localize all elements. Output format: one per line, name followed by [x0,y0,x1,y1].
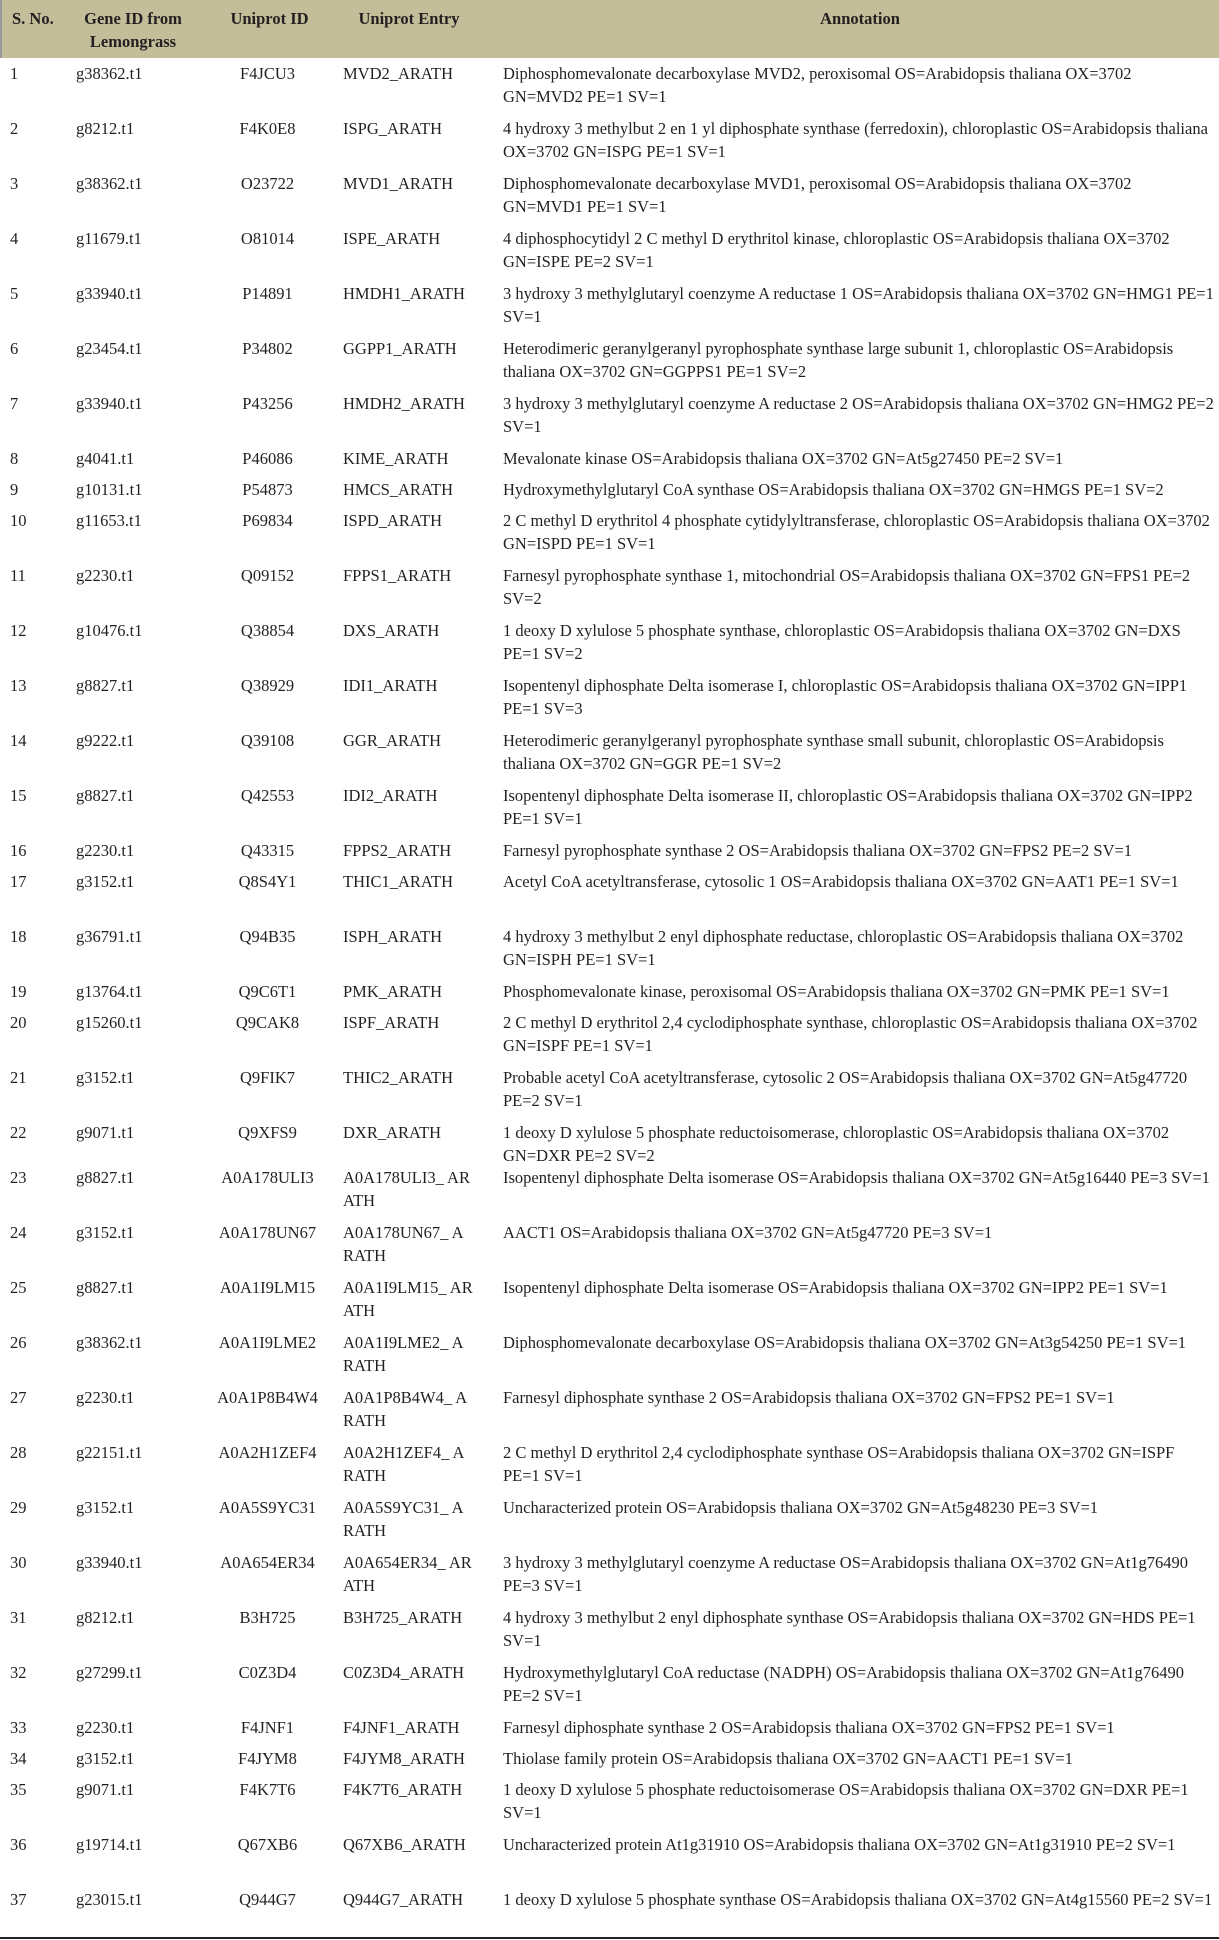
cell-gene-id: g3152.t1 [76,1068,135,1087]
table-row [0,1657,1219,1712]
cell-gene-id: g3152.t1 [76,1749,135,1768]
table-row [0,1492,1219,1547]
header-uniprot-entry: Uniprot Entry [358,9,460,28]
cell-uniprot-entry: A0A178UN67_ ARATH [343,1223,464,1265]
cell-annotation: 1 deoxy D xylulose 5 phosphate synthase OS=Arabidopsis thaliana OX=3702 GN=At4g15560 PE=2 SV=1 [503,1890,1213,1909]
cell-annotation: Mevalonate kinase OS=Arabidopsis thaliana OX=3702 GN=At5g27450 PE=2 SV=1 [503,449,1064,468]
cell-uniprot-entry: A0A178ULI3_ ARATH [343,1168,470,1210]
cell-sno: 17 [10,872,27,891]
cell-sno: 25 [10,1278,27,1297]
cell-uniprot-entry: HMDH1_ARATH [343,284,465,303]
table-row [0,333,1219,388]
cell-annotation: Isopentenyl diphosphate Delta isomerase OS=Arabidopsis thaliana OX=3702 GN=IPP2 PE=1 SV=1 [503,1278,1168,1297]
cell-uniprot-entry: FPPS2_ARATH [343,841,452,860]
cell-uniprot-entry: HMCS_ARATH [343,480,454,499]
cell-uniprot-id: Q39108 [240,731,295,750]
table-row [0,866,1219,921]
cell-uniprot-entry: ISPD_ARATH [343,511,443,530]
cell-annotation: 2 C methyl D erythritol 2,4 cyclodiphosphate synthase OS=Arabidopsis thaliana OX=3702 GN=ISPF PE=1 SV=1 [503,1443,1175,1485]
cell-gene-id: g9071.t1 [76,1780,135,1799]
table-row [0,474,1219,505]
table-bottom-rule [0,1937,1219,1939]
cell-sno: 22 [10,1123,27,1142]
cell-gene-id: g3152.t1 [76,872,135,891]
table-row [0,725,1219,780]
table-row [0,1743,1219,1774]
cell-uniprot-id: O23722 [240,174,295,193]
cell-uniprot-id: Q09152 [240,566,295,585]
table-row [0,168,1219,223]
cell-uniprot-id: A0A2H1ZEF4 [218,1443,317,1462]
header-sno: S. No. [12,9,54,28]
table-row [0,1007,1219,1062]
cell-gene-id: g2230.t1 [76,1718,135,1737]
cell-gene-id: g8827.t1 [76,786,135,805]
cell-uniprot-entry: A0A654ER34_ ARATH [343,1553,472,1595]
cell-annotation: Diphosphomevalonate decarboxylase OS=Arabidopsis thaliana OX=3702 GN=At3g54250 PE=1 SV=1 [503,1333,1187,1352]
cell-uniprot-entry: F4K7T6_ARATH [343,1780,463,1799]
cell-gene-id: g33940.t1 [76,1553,143,1572]
cell-sno: 7 [10,394,19,413]
cell-uniprot-id: A0A178UN67 [218,1223,317,1242]
cell-uniprot-id: A0A178ULI3 [221,1168,314,1187]
table-row [0,780,1219,835]
cell-sno: 5 [10,284,19,303]
cell-gene-id: g3152.t1 [76,1223,135,1242]
cell-uniprot-entry: MVD2_ARATH [343,64,454,83]
cell-sno: 21 [10,1068,27,1087]
cell-uniprot-id: F4JCU3 [239,64,296,83]
cell-uniprot-entry: Q944G7_ARATH [343,1890,464,1909]
cell-annotation: 1 deoxy D xylulose 5 phosphate synthase, chloroplastic OS=Arabidopsis thaliana OX=3702 GN=DXS PE=1 SV=2 [503,621,1181,663]
cell-uniprot-id: F4K7T6 [239,1780,296,1799]
cell-annotation: 4 hydroxy 3 methylbut 2 en 1 yl diphosphate synthase (ferredoxin), chloroplastic OS=Arabidopsis thaliana OX=3702 GN=ISPG PE=1 SV=1 [503,119,1208,161]
cell-gene-id: g10476.t1 [76,621,143,640]
cell-uniprot-id: Q43315 [240,841,295,860]
cell-gene-id: g23015.t1 [76,1890,143,1909]
table-row [0,505,1219,560]
cell-sno: 2 [10,119,19,138]
cell-gene-id: g11653.t1 [76,511,142,530]
cell-uniprot-id: Q944G7 [239,1890,296,1909]
cell-annotation: 4 hydroxy 3 methylbut 2 enyl diphosphate synthase OS=Arabidopsis thaliana OX=3702 GN=HDS PE=1 SV=1 [503,1608,1196,1650]
cell-sno: 23 [10,1168,27,1187]
cell-gene-id: g2230.t1 [76,566,135,585]
cell-annotation: Phosphomevalonate kinase, peroxisomal OS=Arabidopsis thaliana OX=3702 GN=PMK PE=1 SV=1 [503,982,1170,1001]
cell-gene-id: g38362.t1 [76,174,143,193]
cell-uniprot-entry: ISPE_ARATH [343,229,441,248]
cell-uniprot-id: Q38929 [240,676,295,695]
cell-uniprot-entry: DXS_ARATH [343,621,440,640]
cell-uniprot-id: P69834 [242,511,293,530]
cell-annotation: Diphosphomevalonate decarboxylase MVD1, peroxisomal OS=Arabidopsis thaliana OX=3702 GN=MVD1 PE=1 SV=1 [503,174,1132,216]
table-row [0,835,1219,866]
table-row [0,1162,1219,1217]
cell-uniprot-entry: FPPS1_ARATH [343,566,452,585]
table-row [0,921,1219,976]
cell-gene-id: g2230.t1 [76,1388,135,1407]
cell-gene-id: g11679.t1 [76,229,142,248]
cell-sno: 34 [10,1749,27,1768]
table-row [0,1272,1219,1327]
cell-annotation: 4 hydroxy 3 methylbut 2 enyl diphosphate reductase, chloroplastic OS=Arabidopsis thaliana OX=3702 GN=ISPH PE=1 SV=1 [503,927,1184,969]
cell-annotation: Diphosphomevalonate decarboxylase MVD2, peroxisomal OS=Arabidopsis thaliana OX=3702 GN=MVD2 PE=1 SV=1 [503,64,1132,106]
cell-sno: 11 [10,566,26,585]
cell-gene-id: g19714.t1 [76,1835,143,1854]
cell-uniprot-entry: C0Z3D4_ARATH [343,1663,465,1682]
table-row [0,58,1219,113]
cell-gene-id: g15260.t1 [76,1013,143,1032]
cell-annotation: 3 hydroxy 3 methylglutaryl coenzyme A reductase OS=Arabidopsis thaliana OX=3702 GN=At1g76490 PE=3 SV=1 [503,1553,1189,1595]
cell-gene-id: g8212.t1 [76,1608,135,1627]
cell-annotation: Uncharacterized protein At1g31910 OS=Arabidopsis thaliana OX=3702 GN=At1g31910 PE=2 SV=1 [503,1835,1176,1854]
cell-uniprot-id: Q8S4Y1 [238,872,297,891]
cell-sno: 33 [10,1718,27,1737]
cell-uniprot-id: A0A1I9LME2 [218,1333,317,1352]
cell-annotation: 3 hydroxy 3 methylglutaryl coenzyme A reductase 1 OS=Arabidopsis thaliana OX=3702 GN=HMG1 PE=1 SV=1 [503,284,1214,326]
cell-sno: 26 [10,1333,27,1352]
cell-sno: 29 [10,1498,27,1517]
cell-annotation: Isopentenyl diphosphate Delta isomerase OS=Arabidopsis thaliana OX=3702 GN=At5g16440 PE=3 SV=1 [503,1168,1210,1187]
cell-uniprot-entry: THIC1_ARATH [343,872,453,891]
cell-uniprot-entry: F4JNF1_ARATH [343,1718,460,1737]
header-gene-id: Gene ID from Lemongrass [84,9,182,51]
cell-uniprot-id: Q38854 [240,621,295,640]
cell-annotation: 1 deoxy D xylulose 5 phosphate reductoisomerase OS=Arabidopsis thaliana OX=3702 GN=DXR PE=1 SV=1 [503,1780,1189,1822]
cell-uniprot-entry: HMDH2_ARATH [343,394,465,413]
cell-gene-id: g13764.t1 [76,982,143,1001]
cell-gene-id: g8827.t1 [76,1278,135,1297]
cell-uniprot-entry: ISPH_ARATH [343,927,443,946]
cell-uniprot-entry: A0A1I9LME2_ ARATH [343,1333,464,1375]
cell-sno: 1 [10,64,19,83]
cell-uniprot-entry: IDI1_ARATH [343,676,438,695]
cell-sno: 12 [10,621,27,640]
cell-annotation: AACT1 OS=Arabidopsis thaliana OX=3702 GN=At5g47720 PE=3 SV=1 [503,1223,993,1242]
cell-annotation: Hydroxymethylglutaryl CoA reductase (NADPH) OS=Arabidopsis thaliana OX=3702 GN=At1g76490 PE=2 SV=1 [503,1663,1184,1705]
cell-uniprot-entry: A0A5S9YC31_ ARATH [343,1498,464,1540]
cell-uniprot-id: A0A654ER34 [220,1553,315,1572]
table-row [0,443,1219,474]
cell-gene-id: g8827.t1 [76,1168,135,1187]
cell-annotation: Acetyl CoA acetyltransferase, cytosolic 1 OS=Arabidopsis thaliana OX=3702 GN=AAT1 PE=1 SV=1 [503,872,1179,891]
table-row [0,1884,1219,1939]
cell-gene-id: g38362.t1 [76,1333,143,1352]
cell-uniprot-entry: Q67XB6_ARATH [343,1835,466,1854]
table-row [0,976,1219,1007]
cell-uniprot-entry: B3H725_ARATH [343,1608,463,1627]
table-row [0,1062,1219,1117]
cell-sno: 27 [10,1388,27,1407]
cell-annotation: Uncharacterized protein OS=Arabidopsis thaliana OX=3702 GN=At5g48230 PE=3 SV=1 [503,1498,1099,1517]
cell-sno: 18 [10,927,27,946]
table-row [0,1547,1219,1602]
cell-annotation: Farnesyl pyrophosphate synthase 1, mitochondrial OS=Arabidopsis thaliana OX=3702 GN=FPS1 PE=2 SV=2 [503,566,1191,608]
cell-sno: 19 [10,982,27,1001]
cell-sno: 4 [10,229,19,248]
cell-sno: 35 [10,1780,27,1799]
cell-uniprot-id: F4K0E8 [239,119,296,138]
cell-uniprot-id: B3H725 [239,1608,296,1627]
cell-sno: 20 [10,1013,27,1032]
cell-uniprot-entry: F4JYM8_ARATH [343,1749,465,1768]
cell-uniprot-id: F4JNF1 [240,1718,295,1737]
cell-annotation: Isopentenyl diphosphate Delta isomerase II, chloroplastic OS=Arabidopsis thaliana OX=3702 GN=IPP2 PE=1 SV=1 [503,786,1193,828]
table-body [0,58,1219,1939]
cell-annotation: 1 deoxy D xylulose 5 phosphate reductoisomerase, chloroplastic OS=Arabidopsis thaliana OX=3702 GN=DXR PE=2 SV=2 [503,1123,1170,1165]
cell-sno: 28 [10,1443,27,1462]
cell-gene-id: g9071.t1 [76,1123,135,1142]
cell-sno: 30 [10,1553,27,1572]
cell-annotation: 3 hydroxy 3 methylglutaryl coenzyme A reductase 2 OS=Arabidopsis thaliana OX=3702 GN=HMG2 PE=2 SV=1 [503,394,1214,436]
cell-uniprot-id: Q42553 [240,786,295,805]
cell-uniprot-entry: A0A1P8B4W4_ ARATH [343,1388,468,1430]
cell-sno: 36 [10,1835,27,1854]
cell-uniprot-entry: MVD1_ARATH [343,174,454,193]
cell-uniprot-entry: PMK_ARATH [343,982,443,1001]
cell-uniprot-id: Q9FIK7 [239,1068,295,1087]
cell-sno: 6 [10,339,19,358]
cell-uniprot-id: Q67XB6 [237,1835,298,1854]
cell-uniprot-id: P46086 [242,449,293,468]
cell-annotation: Farnesyl diphosphate synthase 2 OS=Arabidopsis thaliana OX=3702 GN=FPS2 PE=1 SV=1 [503,1388,1115,1407]
table-row [0,1327,1219,1382]
table-row [0,388,1219,443]
cell-uniprot-id: A0A1I9LM15 [219,1278,316,1297]
cell-gene-id: g8827.t1 [76,676,135,695]
cell-annotation: Isopentenyl diphosphate Delta isomerase I, chloroplastic OS=Arabidopsis thaliana OX=3702 GN=IPP1 PE=1 SV=3 [503,676,1188,718]
cell-gene-id: g2230.t1 [76,841,135,860]
cell-sno: 3 [10,174,19,193]
cell-uniprot-id: F4JYM8 [238,1749,297,1768]
cell-uniprot-id: A0A5S9YC31 [218,1498,317,1517]
cell-gene-id: g10131.t1 [76,480,143,499]
table-row [0,1117,1219,1165]
cell-uniprot-id: P14891 [242,284,293,303]
cell-gene-id: g9222.t1 [76,731,135,750]
cell-annotation: Farnesyl diphosphate synthase 2 OS=Arabidopsis thaliana OX=3702 GN=FPS2 PE=1 SV=1 [503,1718,1115,1737]
cell-gene-id: g8212.t1 [76,119,135,138]
table-row [0,223,1219,278]
cell-sno: 15 [10,786,27,805]
cell-uniprot-entry: DXR_ARATH [343,1123,442,1142]
cell-gene-id: g4041.t1 [76,449,135,468]
cell-gene-id: g22151.t1 [76,1443,143,1462]
cell-uniprot-id: Q9C6T1 [238,982,297,1001]
cell-gene-id: g33940.t1 [76,284,143,303]
cell-gene-id: g3152.t1 [76,1498,135,1517]
table-row [0,113,1219,168]
table-header [0,0,1219,58]
cell-uniprot-id: Q9CAK8 [235,1013,300,1032]
cell-annotation: Thiolase family protein OS=Arabidopsis thaliana OX=3702 GN=AACT1 PE=1 SV=1 [503,1749,1073,1768]
cell-annotation: 2 C methyl D erythritol 4 phosphate cytidylyltransferase, chloroplastic OS=Arabidopsis thaliana OX=3702 GN=ISPD PE=1 SV=1 [503,511,1210,553]
cell-annotation: 4 diphosphocytidyl 2 C methyl D erythritol kinase, chloroplastic OS=Arabidopsis thaliana OX=3702 GN=ISPE PE=2 SV=1 [503,229,1170,271]
header-uniprot-id: Uniprot ID [230,9,309,28]
cell-annotation: Heterodimeric geranylgeranyl pyrophosphate synthase large subunit 1, chloroplastic OS=Arabidopsis thaliana OX=3702 GN=GGPPS1 PE=1 SV=2 [503,339,1174,381]
cell-sno: 24 [10,1223,27,1242]
cell-uniprot-id: P43256 [242,394,293,413]
table-row [0,1437,1219,1492]
cell-gene-id: g33940.t1 [76,394,143,413]
cell-uniprot-id: P54873 [242,480,293,499]
cell-sno: 32 [10,1663,27,1682]
cell-annotation: Heterodimeric geranylgeranyl pyrophosphate synthase small subunit, chloroplastic OS=Arabidopsis thaliana OX=3702 GN=GGR PE=1 SV=2 [503,731,1164,773]
cell-uniprot-id: A0A1P8B4W4 [217,1388,318,1407]
cell-uniprot-entry: A0A2H1ZEF4_ ARATH [343,1443,465,1485]
cell-annotation: Hydroxymethylglutaryl CoA synthase OS=Arabidopsis thaliana OX=3702 GN=HMGS PE=1 SV=2 [503,480,1164,499]
cell-uniprot-entry: A0A1I9LM15_ ARATH [343,1278,473,1320]
cell-sno: 9 [10,480,19,499]
cell-annotation: Farnesyl pyrophosphate synthase 2 OS=Arabidopsis thaliana OX=3702 GN=FPS2 PE=2 SV=1 [503,841,1133,860]
cell-uniprot-id: P34802 [242,339,293,358]
cell-uniprot-entry: THIC2_ARATH [343,1068,453,1087]
cell-annotation: 2 C methyl D erythritol 2,4 cyclodiphosphate synthase, chloroplastic OS=Arabidopsis thaliana OX=3702 GN=ISPF PE=1 SV=1 [503,1013,1198,1055]
table-row [0,1774,1219,1829]
cell-sno: 10 [10,511,27,530]
cell-sno: 8 [10,449,19,468]
table-row [0,1829,1219,1884]
table-row [0,1217,1219,1272]
cell-uniprot-entry: GGR_ARATH [343,731,442,750]
cell-annotation: Probable acetyl CoA acetyltransferase, cytosolic 2 OS=Arabidopsis thaliana OX=3702 GN=At5g47720 PE=2 SV=1 [503,1068,1188,1110]
cell-uniprot-id: Q9XFS9 [238,1123,297,1142]
cell-uniprot-id: O81014 [240,229,295,248]
table-row [0,670,1219,725]
cell-uniprot-entry: KIME_ARATH [343,449,449,468]
table-row [0,1382,1219,1437]
table-row [0,1712,1219,1743]
cell-uniprot-entry: IDI2_ARATH [343,786,438,805]
cell-uniprot-entry: ISPG_ARATH [343,119,443,138]
cell-sno: 31 [10,1608,27,1627]
cell-gene-id: g23454.t1 [76,339,143,358]
table-row [0,560,1219,615]
cell-uniprot-id: Q94B35 [239,927,296,946]
cell-sno: 13 [10,676,27,695]
table-row [0,1602,1219,1657]
cell-sno: 37 [10,1890,27,1909]
cell-gene-id: g36791.t1 [76,927,143,946]
cell-uniprot-entry: GGPP1_ARATH [343,339,457,358]
cell-gene-id: g38362.t1 [76,64,143,83]
cell-uniprot-id: C0Z3D4 [238,1663,297,1682]
table-row [0,615,1219,670]
cell-uniprot-entry: ISPF_ARATH [343,1013,440,1032]
cell-sno: 14 [10,731,27,750]
header-annotation: Annotation [820,9,900,28]
table-row [0,278,1219,333]
cell-sno: 16 [10,841,27,860]
cell-gene-id: g27299.t1 [76,1663,143,1682]
